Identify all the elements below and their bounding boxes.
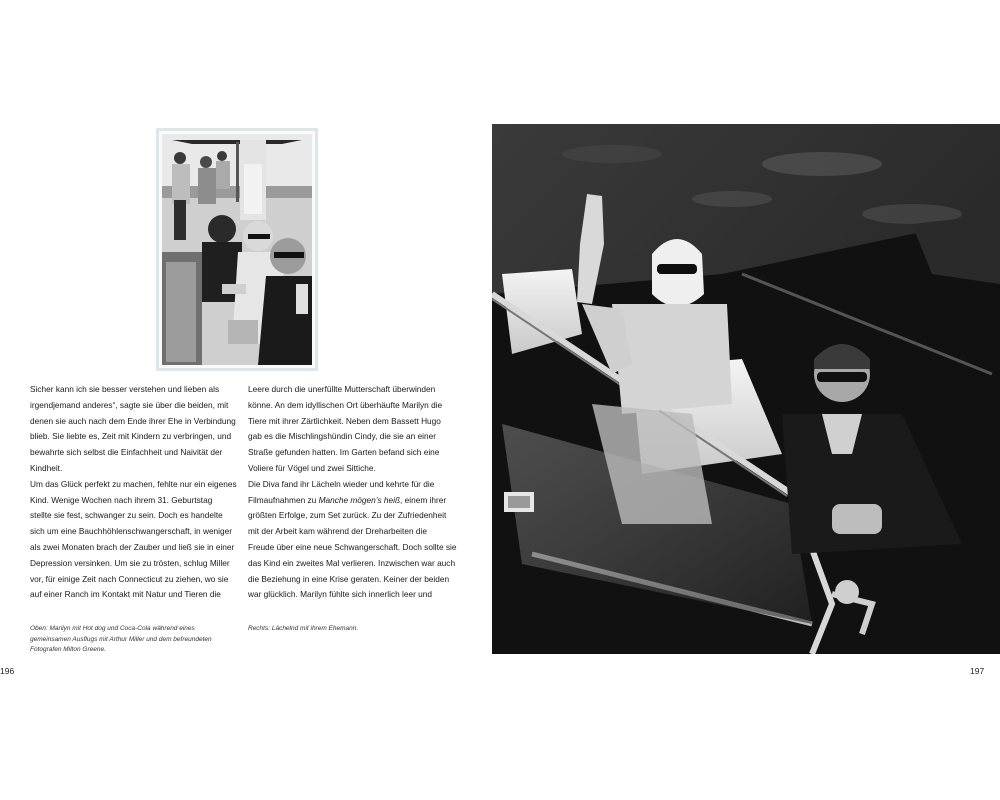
text-line: vor, für einige Zeit nach Connecticut zu ziehen, wo sie: [30, 573, 229, 584]
caption-line: Fotografen Milton Greene.: [30, 646, 106, 653]
caption-fragment: Oben: Marilyn mit Hot dog und: [30, 625, 120, 632]
text-line: Voliere für Vögel und zwei Sittiche.: [248, 462, 376, 473]
text-line: war glücklich. Marilyn fühlte sich innerlich leer und: [248, 589, 432, 600]
text-line: blieb. Sie liebte es, Zeit mit Kindern zu verbringen, und: [30, 431, 232, 442]
small-photo-picnic: [156, 128, 318, 371]
large-photo-convertible: [492, 124, 1000, 654]
text-line: Freude über eine neue Schwangerschaft. Doch sollte sie: [248, 541, 457, 552]
text-line: als zwei Monaten brach der Zauber und ließ sie in einer: [30, 541, 235, 552]
text-column-2: [248, 382, 466, 603]
film-title: Manche mögen’s heiß: [318, 494, 401, 505]
caption-fragment: während eines: [150, 625, 195, 632]
text-line: Tiere mit ihrer Zärtlichkeit. Neben dem Bassett Hugo: [248, 415, 441, 426]
page-number-right: 197: [970, 666, 985, 676]
text-fragment: , einem ihrer: [400, 494, 447, 505]
caption-left: [30, 624, 230, 656]
caption-right: Rechts: Lächelnd mit ihrem Ehemann.: [248, 625, 359, 632]
text-line: denen sie auch nach dem Ende ihrer Ehe in Verbindung: [30, 415, 236, 426]
text-line: Kind. Wenige Wochen nach ihrem 31. Geburtstag: [30, 494, 213, 505]
caption-line: [30, 624, 230, 635]
text-line: gab es die Mischlingshündin Cindy, die sie an einer: [248, 431, 437, 442]
text-line: auf einer Ranch im Kontakt mit Natur und Tieren die: [30, 589, 221, 600]
text-line: Um das Glück perfekt zu machen, fehlte nur ein eigenes: [30, 478, 237, 489]
text-line: könne. An dem idyllischen Ort überhäufte Marilyn die: [248, 399, 443, 410]
text-line: größten Erfolge, zum Set zurück. Zu der Zufriedenheit: [248, 510, 447, 521]
text-line: bewahrte sich selbst die Einfachheit und Naivität der: [30, 447, 223, 458]
text-line: Depression versinken. Um sie zu trösten, schlug Miller: [30, 557, 230, 568]
page-number-left: 196: [0, 666, 15, 676]
text-column-1: [30, 382, 248, 603]
text-line: stellte sie fest, schwanger zu sein. Doch es handelte: [30, 510, 223, 521]
text-line: Straße gefunden hatten. Im Garten befand sich eine: [248, 447, 440, 458]
text-line: sich um eine Bauchhöhlenschwangerschaft, in weniger: [30, 526, 233, 537]
large-photo-image: [492, 124, 1000, 654]
text-line: mit der Arbeit kam während der Dreharbeiten die: [248, 526, 427, 537]
text-line: das Kind ein zweites Mal verlieren. Inzwischen war auch: [248, 557, 456, 568]
text-fragment: Filmaufnahmen zu: [248, 494, 319, 505]
text-line: Sicher kann ich sie besser verstehen und lieben als: [30, 384, 220, 394]
text-line-with-film-title: [248, 493, 466, 509]
caption-line: gemeinsamen Ausflugs mit Arthur Miller und dem befreundeten: [30, 635, 212, 643]
small-photo-image: [162, 134, 312, 365]
text-line: Die Diva fand ihr Lächeln wieder und kehrte für die: [248, 478, 435, 489]
text-line: Leere durch die unerfüllte Mutterschaft überwinden: [248, 384, 436, 394]
text-line: die Beziehung in eine Krise geraten. Keiner der beiden: [248, 573, 450, 584]
caption-brand: Coca-Cola: [119, 625, 151, 632]
text-line: irgendjemand anderes“, sagte sie über die beiden, mit: [30, 399, 229, 410]
text-line: Kindheit.: [30, 462, 63, 473]
